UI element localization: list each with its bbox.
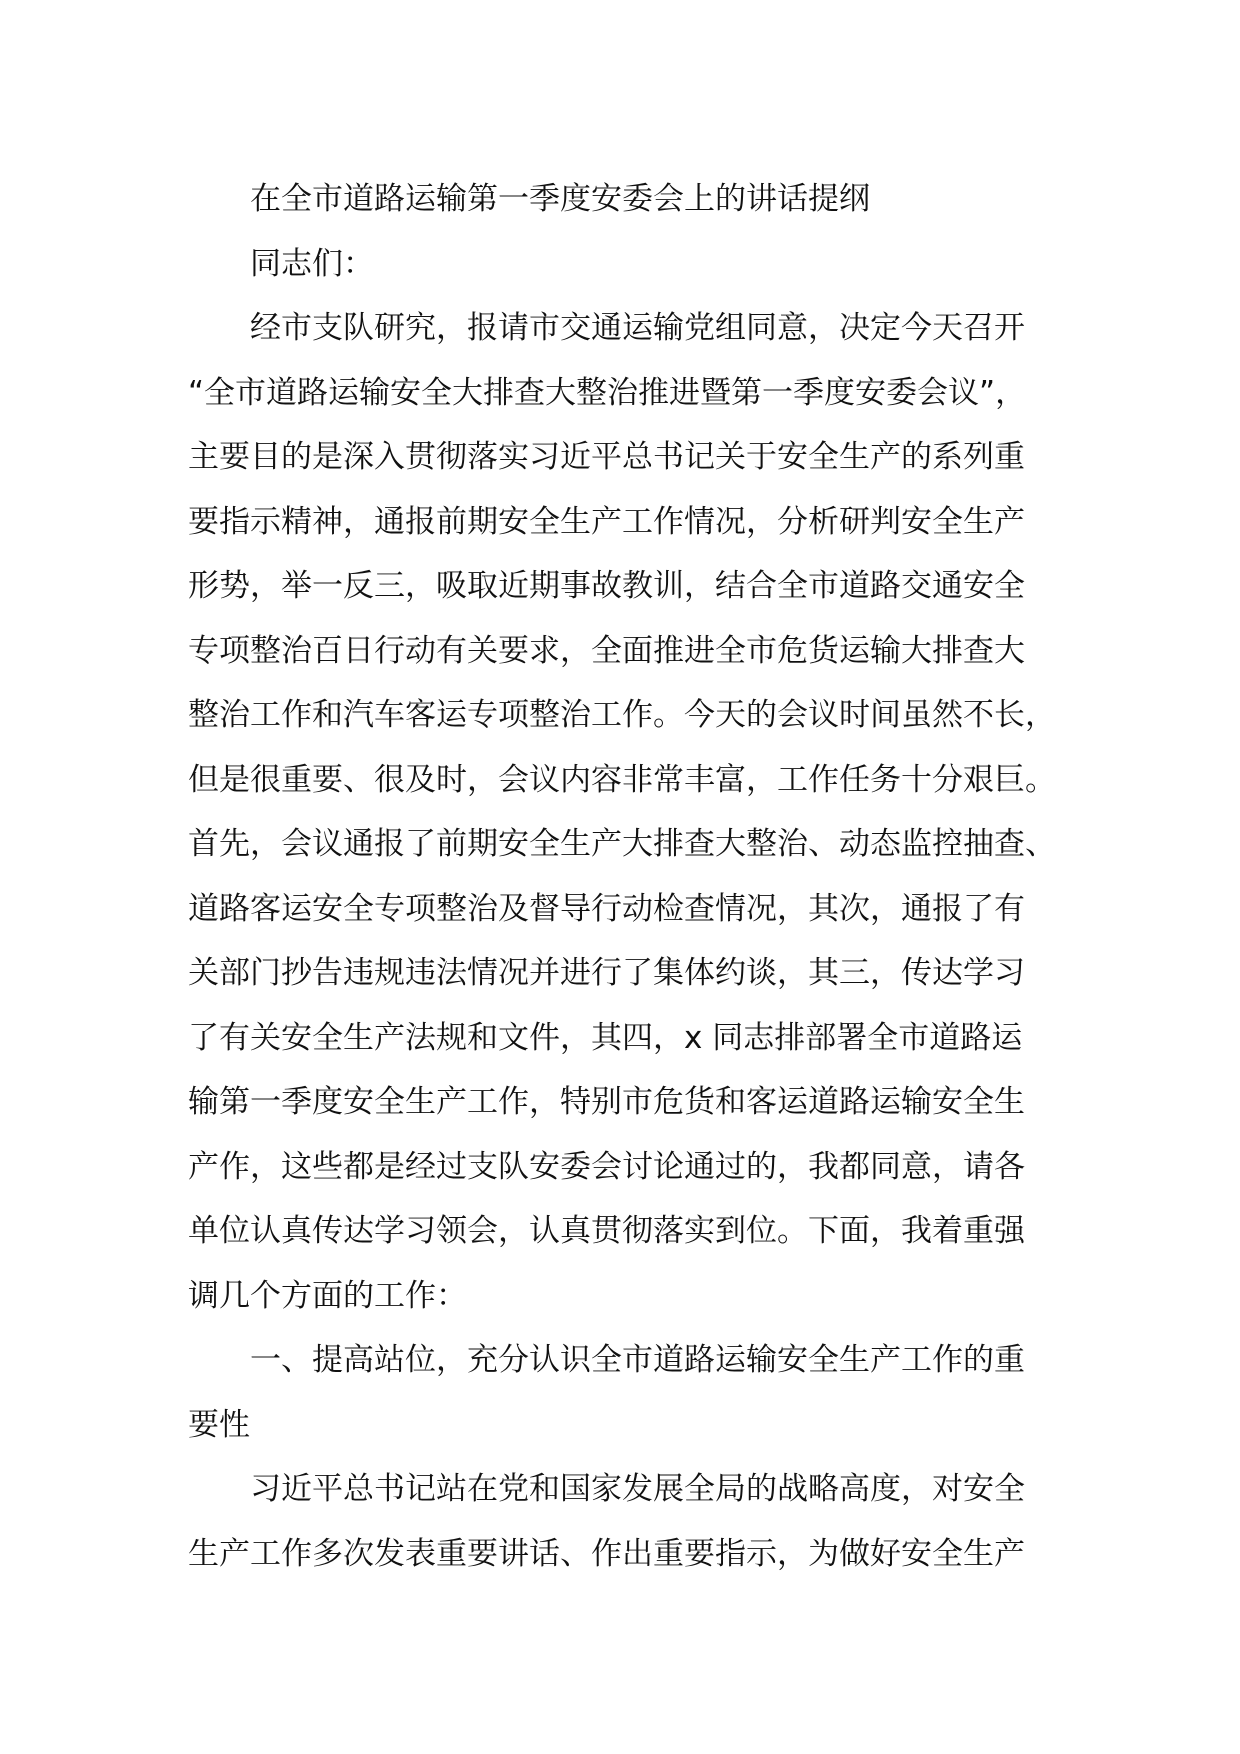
text-line: 了有关安全生产法规和文件，其四，x 同志排部署全市道路运 <box>188 1019 1023 1056</box>
heading-line: 一、提高站位，充分认识全市道路运输安全生产工作的重 <box>250 1342 1025 1378</box>
text-line: “全市道路运输安全大排查大整治推进暨第一季度安委会议”， <box>188 374 1027 411</box>
text-line: 生产工作多次发表重要讲话、作出重要指示，为做好安全生产 <box>188 1535 1025 1572</box>
text-line: 首先，会议通报了前期安全生产大排查大整治、动态监控抽查、 <box>188 826 1056 862</box>
text-line: 经市支队研究，报请市交通运输党组同意，决定今天召开 <box>250 310 1025 346</box>
text-line: 单位认真传达学习领会，认真贯彻落实到位。下面，我着重强 <box>188 1213 1025 1249</box>
text-line: 要指示精神，通报前期安全生产工作情况，分析研判安全生产 <box>188 503 1025 540</box>
text-line: 关部门抄告违规违法情况并进行了集体约谈，其三，传达学习 <box>188 955 1025 991</box>
text-line: 产作，这些都是经过支队安委会讨论通过的，我都同意，请各 <box>188 1148 1025 1185</box>
paragraph-2 <box>188 1457 1062 1586</box>
text-line: 整治工作和汽车客运专项整治工作。今天的会议时间虽然不长， <box>188 697 1056 733</box>
section-1-heading <box>188 1328 1062 1457</box>
text-line: 习近平总书记站在党和国家发展全局的战略高度，对安全 <box>250 1471 1025 1507</box>
text-line: 道路客运安全专项整治及督导行动检查情况，其次，通报了有 <box>188 890 1025 927</box>
document-title: 在全市道路运输第一季度安委会上的讲话提纲 <box>250 181 870 217</box>
text-line: 输第一季度安全生产工作，特别市危货和客运道路运输安全生 <box>188 1084 1025 1120</box>
text-line: 专项整治百日行动有关要求，全面推进全市危货运输大排查大 <box>188 632 1025 669</box>
text-line: 形势，举一反三，吸取近期事故教训，结合全市道路交通安全 <box>188 568 1025 604</box>
text-line: 主要目的是深入贯彻落实习近平总书记关于安全生产的系列重 <box>188 439 1025 475</box>
paragraph-1 <box>188 296 1062 1328</box>
greeting: 同志们： <box>250 245 374 282</box>
text-line: 但是很重要、很及时，会议内容非常丰富，工作任务十分艰巨。 <box>188 761 1056 798</box>
text-line: 调几个方面的工作： <box>188 1277 467 1314</box>
heading-line: 要性 <box>188 1406 250 1443</box>
document-body <box>188 167 1062 1586</box>
